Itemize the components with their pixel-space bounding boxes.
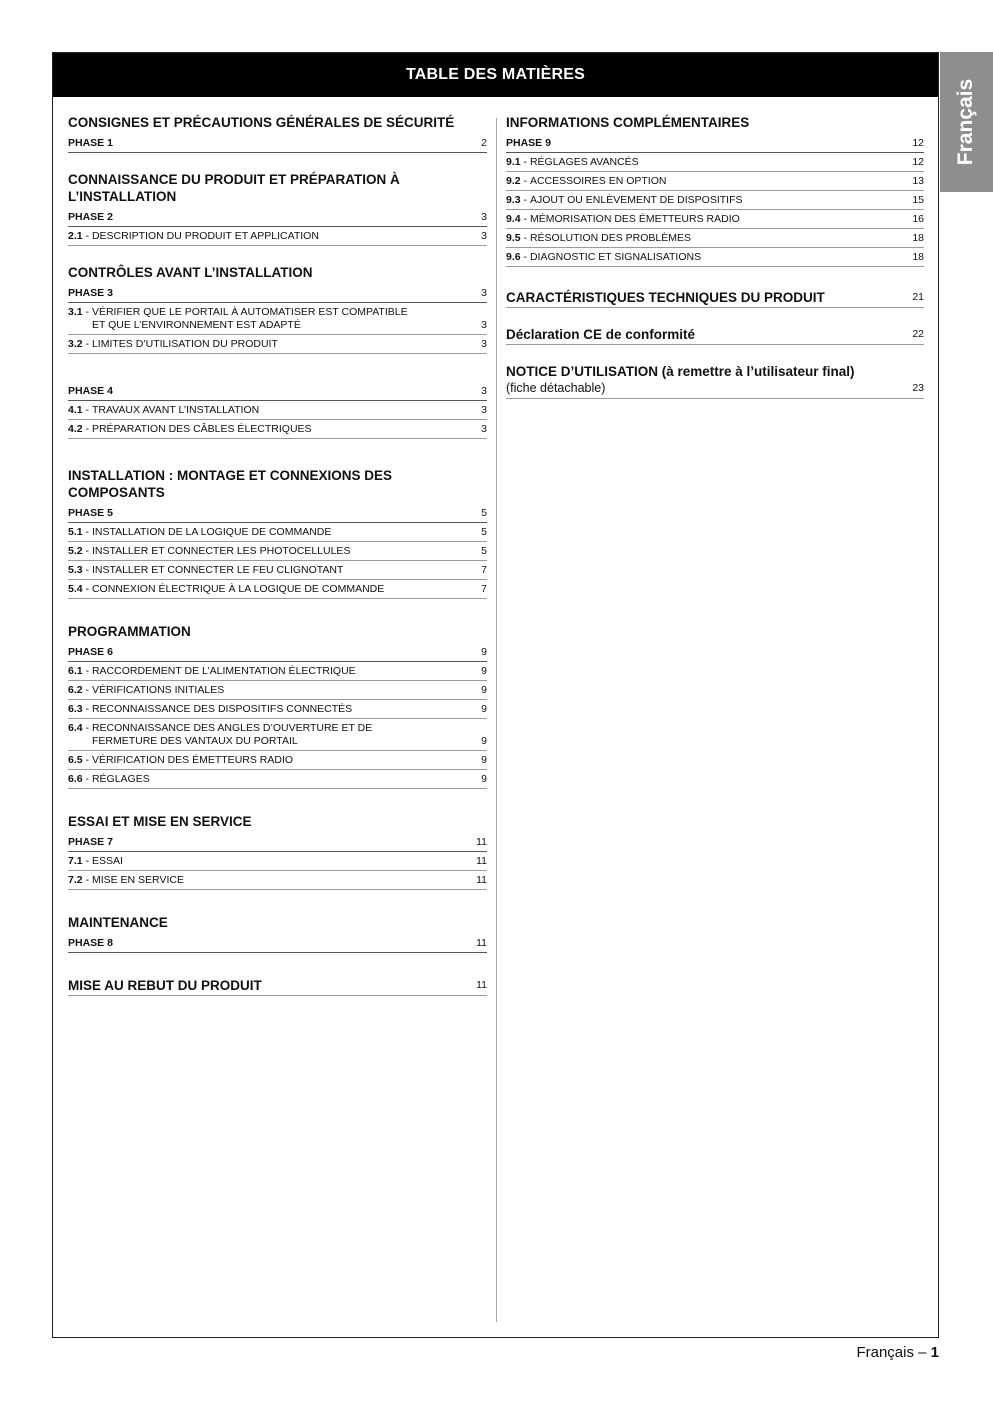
page-number: 5 (481, 507, 487, 519)
language-tab-label: Français (954, 78, 978, 166)
entry-number: 4.2 (68, 423, 83, 435)
entry-label: RÉGLAGES AVANCÉS (529, 156, 639, 168)
page-number: 9 (481, 754, 487, 766)
entry-number: 9.2 (506, 175, 521, 187)
toc-entry-3-1[interactable]: 3.1 - VÉRIFIER QUE LE PORTAIL À AUTOMATISER EST COMPATIBLE ET QUE L’ENVIRONNEMENT EST ADAPTÉ 3 (68, 303, 487, 335)
entry-number: 9.4 (506, 213, 521, 225)
toc-entry-phase-9[interactable] (506, 134, 924, 153)
language-tab (940, 52, 993, 192)
entry-number: 6.4 (68, 722, 83, 734)
entry-label: MÉMORISATION DES ÉMETTEURS RADIO (529, 213, 740, 225)
page-number: 3 (481, 211, 487, 223)
entry-label: MISE EN SERVICE (91, 874, 184, 886)
phase-label: PHASE 1 (68, 137, 113, 149)
section-title: INFORMATIONS COMPLÉMENTAIRES (506, 115, 750, 130)
footer-language: Français – (856, 1344, 927, 1361)
toc-section-disposal (68, 977, 487, 996)
entry-label: PRÉPARATION DES CÂBLES ÉLECTRIQUES (91, 423, 312, 435)
toc-section-product (68, 171, 487, 246)
entry-number: 5.2 (68, 545, 83, 557)
toc-entry-disposal[interactable] (68, 977, 487, 996)
page-number: 3 (481, 404, 487, 416)
toc-entry-phase-5[interactable] (68, 504, 487, 523)
toc-entry-5-4[interactable]: 5.4 - CONNEXION ÉLECTRIQUE À LA LOGIQUE DE COMMANDE 7 (68, 580, 487, 599)
entry-number: 9.5 (506, 232, 521, 244)
entry-label: RÉGLAGES (91, 773, 150, 785)
toc-entry-5-1[interactable]: 5.1 - INSTALLATION DE LA LOGIQUE DE COMMANDE 5 (68, 523, 487, 542)
page-number: 23 (912, 382, 924, 394)
page-footer (856, 1344, 939, 1361)
page-number: 2 (481, 137, 487, 149)
entry-label: AJOUT OU ENLÈVEMENT DE DISPOSITIFS (529, 194, 743, 206)
page-number: 3 (481, 385, 487, 397)
toc-entry-6-2[interactable]: 6.2 - VÉRIFICATIONS INITIALES 9 (68, 681, 487, 700)
section-title: Déclaration CE de conformité (506, 327, 696, 342)
toc-section-ce-declaration (506, 326, 924, 345)
toc-entry-phase-1[interactable] (68, 134, 487, 153)
toc-entry-phase-2[interactable] (68, 208, 487, 227)
page-number: 9 (481, 735, 487, 747)
phase-label: PHASE 2 (68, 211, 113, 223)
toc-entry-7-1[interactable]: 7.1 - ESSAI 11 (68, 852, 487, 871)
entry-label: VÉRIFICATIONS INITIALES (91, 684, 225, 696)
toc-entry-6-6[interactable]: 6.6 - RÉGLAGES 9 (68, 770, 487, 789)
entry-number: 6.6 (68, 773, 83, 785)
toc-entry-9-2[interactable]: 9.2 - ACCESSOIRES EN OPTION 13 (506, 172, 924, 191)
entry-label: RÉSOLUTION DES PROBLÈMES (529, 232, 691, 244)
page-number: 5 (481, 526, 487, 538)
toc-entry-9-6[interactable]: 9.6 - DIAGNOSTIC ET SIGNALISATIONS 18 (506, 248, 924, 267)
page-number: 3 (481, 287, 487, 299)
section-title: CONNAISSANCE DU PRODUIT ET PRÉPARATION À L’INSTALLATION (68, 172, 400, 204)
entry-label: INSTALLATION DE LA LOGIQUE DE COMMANDE (91, 526, 332, 538)
toc-entry-6-4[interactable]: 6.4 - RECONNAISSANCE DES ANGLES D’OUVERTURE ET DE FERMETURE DES VANTAUX DU PORTAIL 9 (68, 719, 487, 751)
phase-label: PHASE 7 (68, 836, 113, 848)
entry-label: RECONNAISSANCE DES ANGLES D’OUVERTURE ET DE (91, 722, 373, 734)
page-number: 9 (481, 773, 487, 785)
entry-label: ESSAI (91, 855, 123, 867)
entry-number: 9.3 (506, 194, 521, 206)
page-number: 11 (476, 979, 487, 991)
entry-number: 7.1 (68, 855, 83, 867)
entry-label: ACCESSOIRES EN OPTION (529, 175, 667, 187)
toc-left-column (68, 114, 487, 1014)
toc-entry-6-1[interactable]: 6.1 - RACCORDEMENT DE L’ALIMENTATION ÉLECTRIQUE 9 (68, 662, 487, 681)
page-number: 7 (481, 583, 487, 595)
page-number: 11 (476, 836, 487, 848)
entry-number: 4.1 (68, 404, 83, 416)
page-number: 9 (481, 703, 487, 715)
entry-number: 9.6 (506, 251, 521, 263)
entry-label-cont: ET QUE L’ENVIRONNEMENT EST ADAPTÉ (91, 319, 301, 331)
page-number: 15 (912, 194, 924, 206)
entry-number: 6.1 (68, 665, 83, 677)
toc-entry-2-1[interactable]: 2.1 - DESCRIPTION DU PRODUIT ET APPLICATION 3 (68, 227, 487, 246)
entry-label: DESCRIPTION DU PRODUIT ET APPLICATION (91, 230, 319, 242)
entry-number: 6.3 (68, 703, 83, 715)
toc-section-controls (68, 264, 487, 354)
page-number: 3 (481, 319, 487, 331)
toc-entry-ce-declaration[interactable] (506, 326, 924, 345)
entry-label: DIAGNOSTIC ET SIGNALISATIONS (529, 251, 702, 263)
phase-label: PHASE 5 (68, 507, 113, 519)
page-number: 9 (481, 665, 487, 677)
toc-entry-3-2[interactable]: 3.2 - LIMITES D’UTILISATION DU PRODUIT 3 (68, 335, 487, 354)
phase-label: PHASE 6 (68, 646, 113, 658)
page-number: 13 (912, 175, 924, 187)
toc-entry-phase-6[interactable] (68, 643, 487, 662)
page-number: 3 (481, 338, 487, 350)
entry-number: 6.5 (68, 754, 83, 766)
entry-label: INSTALLER ET CONNECTER LES PHOTOCELLULES (91, 545, 351, 557)
phase-label: PHASE 9 (506, 137, 551, 149)
page-number: 11 (476, 855, 487, 867)
page-number: 18 (912, 251, 924, 263)
page-number: 5 (481, 545, 487, 557)
entry-number: 3.1 (68, 306, 83, 318)
page-number: 3 (481, 423, 487, 435)
page-number: 21 (912, 291, 924, 303)
section-title: MISE AU REBUT DU PRODUIT (68, 978, 262, 993)
toc-section-phase-4 (68, 382, 487, 439)
entry-number: 5.4 (68, 583, 83, 595)
section-title: NOTICE D’UTILISATION (à remettre à l’utilisateur final) (506, 364, 855, 379)
entry-label-cont: FERMETURE DES VANTAUX DU PORTAIL (91, 735, 298, 747)
toc-title: TABLE DES MATIÈRES (405, 66, 585, 83)
toc-section-maintenance (68, 914, 487, 953)
entry-number: 9.1 (506, 156, 521, 168)
toc-section-installation (68, 467, 487, 599)
toc-entry-6-5[interactable]: 6.5 - VÉRIFICATION DES ÉMETTEURS RADIO 9 (68, 751, 487, 770)
toc-entry-phase-4[interactable] (68, 382, 487, 401)
entry-label: RACCORDEMENT DE L’ALIMENTATION ÉLECTRIQUE (91, 665, 356, 677)
page-number: 11 (476, 937, 487, 949)
toc-entry-9-5[interactable]: 9.5 - RÉSOLUTION DES PROBLÈMES 18 (506, 229, 924, 248)
section-title: INSTALLATION : MONTAGE ET CONNEXIONS DES COMPOSANTS (68, 468, 392, 500)
toc-section-specs (506, 289, 924, 308)
section-title: CONTRÔLES AVANT L’INSTALLATION (68, 265, 313, 280)
toc-entry-9-1[interactable]: 9.1 - RÉGLAGES AVANCÉS 12 (506, 153, 924, 172)
footer-page-number: 1 (930, 1344, 939, 1361)
entry-number: 5.1 (68, 526, 83, 538)
entry-label: CONNEXION ÉLECTRIQUE À LA LOGIQUE DE COMMANDE (91, 583, 385, 595)
toc-section-user-notice (506, 363, 924, 399)
toc-section-programming (68, 623, 487, 789)
entry-label: RECONNAISSANCE DES DISPOSITIFS CONNECTÉS (91, 703, 353, 715)
toc-entry-6-3[interactable]: 6.3 - RECONNAISSANCE DES DISPOSITIFS CONNECTÉS 9 (68, 700, 487, 719)
page-number: 9 (481, 684, 487, 696)
entry-label: VÉRIFICATION DES ÉMETTEURS RADIO (91, 754, 294, 766)
section-title: MAINTENANCE (68, 915, 168, 930)
entry-number: 7.2 (68, 874, 83, 886)
phase-label: PHASE 4 (68, 385, 113, 397)
entry-number: 3.2 (68, 338, 83, 350)
toc-entry-4-2[interactable]: 4.2 - PRÉPARATION DES CÂBLES ÉLECTRIQUES 3 (68, 420, 487, 439)
entry-number: 2.1 (68, 230, 83, 242)
toc-section-additional-info (506, 114, 924, 267)
page-number: 16 (912, 213, 924, 225)
toc-entry-user-notice[interactable] (506, 380, 924, 399)
toc-entry-5-3[interactable]: 5.3 - INSTALLER ET CONNECTER LE FEU CLIGNOTANT 7 (68, 561, 487, 580)
section-title: CARACTÉRISTIQUES TECHNIQUES DU PRODUIT (506, 290, 825, 305)
page-number: 7 (481, 564, 487, 576)
entry-number: 5.3 (68, 564, 83, 576)
toc-entry-9-3[interactable]: 9.3 - AJOUT OU ENLÈVEMENT DE DISPOSITIFS 15 (506, 191, 924, 210)
entry-label: TRAVAUX AVANT L’INSTALLATION (91, 404, 260, 416)
phase-label: PHASE 8 (68, 937, 113, 949)
toc-entry-9-4[interactable]: 9.4 - MÉMORISATION DES ÉMETTEURS RADIO 16 (506, 210, 924, 229)
entry-label: LIMITES D’UTILISATION DU PRODUIT (91, 338, 278, 350)
column-divider (496, 118, 497, 1322)
page-number: 9 (481, 646, 487, 658)
entry-number: 6.2 (68, 684, 83, 696)
page-number: 12 (912, 156, 924, 168)
section-subtitle: (fiche détachable) (506, 381, 606, 395)
toc-right-column (506, 114, 924, 417)
toc-entry-phase-3[interactable] (68, 284, 487, 303)
section-title: CONSIGNES ET PRÉCAUTIONS GÉNÉRALES DE SÉCURITÉ (68, 115, 455, 130)
toc-header (53, 53, 938, 97)
phase-label: PHASE 3 (68, 287, 113, 299)
page-number: 3 (481, 230, 487, 242)
section-title: ESSAI ET MISE EN SERVICE (68, 814, 252, 829)
toc-entry-phase-7[interactable] (68, 833, 487, 852)
toc-entry-specs[interactable] (506, 289, 924, 308)
toc-entry-4-1[interactable]: 4.1 - TRAVAUX AVANT L’INSTALLATION 3 (68, 401, 487, 420)
page-number: 11 (476, 874, 487, 886)
toc-section-safety (68, 114, 487, 153)
page-number: 12 (912, 137, 924, 149)
toc-entry-7-2[interactable]: 7.2 - MISE EN SERVICE 11 (68, 871, 487, 890)
page-number: 22 (912, 328, 924, 340)
toc-entry-phase-8[interactable] (68, 934, 487, 953)
entry-label: VÉRIFIER QUE LE PORTAIL À AUTOMATISER EST COMPATIBLE (91, 306, 408, 318)
page-number: 18 (912, 232, 924, 244)
toc-section-testing (68, 813, 487, 890)
section-title: PROGRAMMATION (68, 624, 191, 639)
entry-label: INSTALLER ET CONNECTER LE FEU CLIGNOTANT (91, 564, 344, 576)
toc-entry-5-2[interactable]: 5.2 - INSTALLER ET CONNECTER LES PHOTOCELLULES 5 (68, 542, 487, 561)
